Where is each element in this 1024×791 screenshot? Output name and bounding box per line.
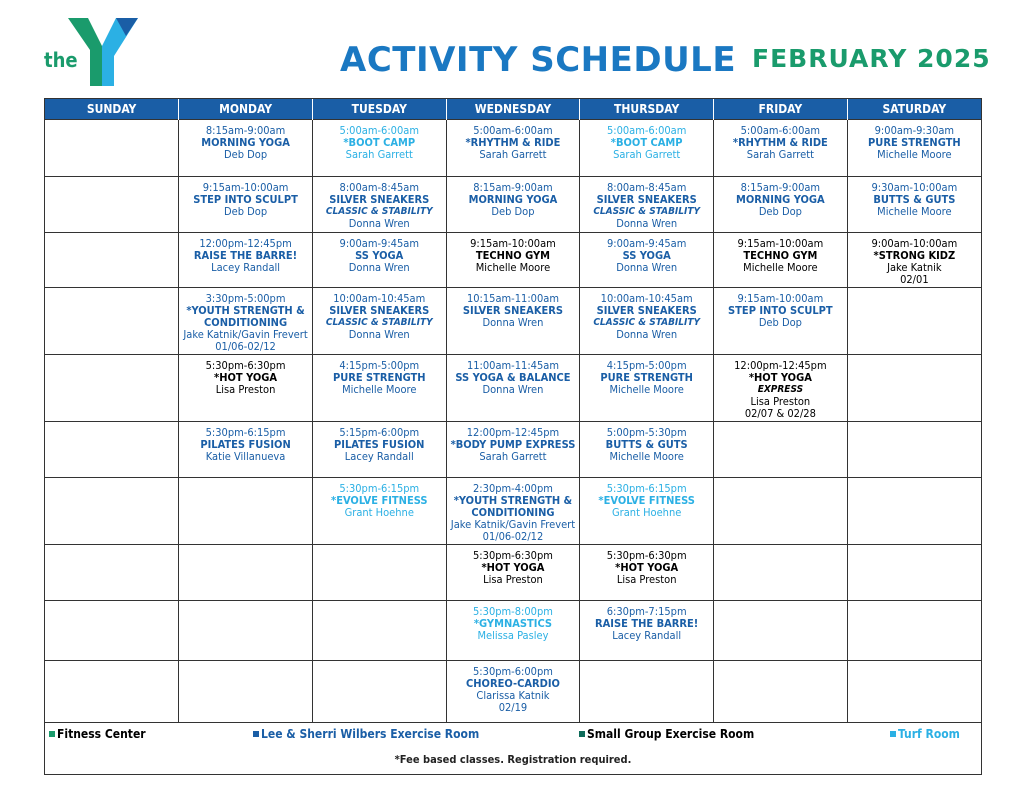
class-instructor: Lisa Preston — [616, 573, 677, 586]
class-instructor: Michelle Moore — [609, 383, 684, 396]
class-name: STEP INTO SCULPT — [193, 193, 298, 206]
class-time: 8:15am-9:00am — [740, 181, 821, 194]
class-subtitle: CLASSIC & STABILITY — [593, 206, 700, 217]
schedule-cell-saturday — [847, 661, 981, 723]
schedule-cell-friday[interactable] — [714, 177, 848, 233]
class-time: 10:00am-10:45am — [333, 292, 426, 305]
schedule-cell-thursday[interactable] — [580, 355, 714, 422]
schedule-cell-tuesday[interactable] — [312, 288, 446, 355]
schedule-cell-friday[interactable] — [714, 120, 848, 177]
schedule-cell-thursday — [580, 661, 714, 723]
schedule-cell-thursday[interactable] — [580, 478, 714, 545]
class-time: 11:00am-11:45am — [466, 359, 559, 372]
class-instructor: Michelle Moore — [342, 383, 417, 396]
class-time: 10:00am-10:45am — [600, 292, 693, 305]
class-time: 9:00am-9:30am — [874, 124, 955, 137]
schedule-cell-sunday — [45, 233, 179, 288]
schedule-cell-tuesday[interactable] — [312, 478, 446, 545]
legend-item — [579, 727, 754, 741]
class-time: 5:30pm-6:30pm — [205, 359, 286, 372]
schedule-cell-tuesday — [312, 545, 446, 601]
class-name: CHOREO-CARDIO — [466, 677, 560, 690]
class-instructor: Sarah Garrett — [479, 148, 547, 161]
day-header-row — [45, 99, 981, 120]
class-time: 5:30pm-6:15pm — [606, 482, 687, 495]
legend-item — [49, 727, 146, 741]
schedule-cell-sunday — [45, 177, 179, 233]
schedule-cell-friday — [714, 422, 848, 478]
schedule-row — [45, 120, 981, 177]
schedule-cell-friday — [714, 601, 848, 661]
schedule-cell-sunday — [45, 661, 179, 723]
class-name: SILVER SNEAKERS — [462, 304, 564, 317]
schedule-cell-thursday[interactable] — [580, 177, 714, 233]
schedule-cell-monday — [179, 661, 313, 723]
schedule-cell-wednesday[interactable] — [446, 422, 580, 478]
class-instructor: Donna Wren — [616, 217, 678, 230]
day-header-thursday: THURSDAY — [580, 99, 714, 120]
schedule-cell-saturday — [847, 355, 981, 422]
class-time: 9:30am-10:00am — [871, 181, 958, 194]
class-instructor: Donna Wren — [348, 261, 410, 274]
class-dates: 01/06-02/12 — [482, 530, 544, 543]
day-header-saturday: SATURDAY — [847, 99, 981, 120]
schedule-row — [45, 355, 981, 422]
schedule-cell-wednesday[interactable] — [446, 478, 580, 545]
fee-footnote: *Fee based classes. Registration required. — [394, 753, 632, 766]
class-time: 5:00am-6:00am — [473, 124, 553, 137]
class-instructor: Deb Dop — [758, 205, 802, 218]
class-name: TECHNO GYM — [475, 249, 550, 262]
class-instructor: Melissa Pasley — [477, 629, 549, 642]
class-instructor: Jake Katnik/Gavin Frevert — [183, 328, 308, 341]
class-time: 9:00am-10:00am — [871, 237, 958, 250]
class-dates: 02/01 — [900, 273, 929, 286]
day-header-friday: FRIDAY — [714, 99, 848, 120]
class-time: 8:15am-9:00am — [205, 124, 286, 137]
class-instructor: Michelle Moore — [877, 148, 952, 161]
class-name: *STRONG KIDZ — [873, 249, 956, 262]
class-time: 2:30pm-4:00pm — [473, 482, 553, 495]
class-name: SS YOGA — [355, 249, 404, 262]
class-name: STEP INTO SCULPT — [728, 304, 833, 317]
schedule-row — [45, 601, 981, 661]
class-name: TECHNO GYM — [743, 249, 818, 262]
schedule-cell-sunday — [45, 545, 179, 601]
class-name: SILVER SNEAKERS — [596, 193, 697, 206]
class-name: *HOT YOGA — [214, 371, 278, 384]
class-instructor: Lacey Randall — [612, 629, 682, 642]
class-instructor: Clarissa Katnik — [476, 689, 550, 702]
schedule-cell-tuesday — [312, 661, 446, 723]
schedule-cell-tuesday[interactable] — [312, 120, 446, 177]
schedule-cell-sunday — [45, 355, 179, 422]
schedule-cell-tuesday[interactable] — [312, 233, 446, 288]
class-time: 8:15am-9:00am — [473, 181, 553, 194]
class-name: MORNING YOGA — [736, 193, 825, 206]
class-time: 9:15am-10:00am — [737, 292, 824, 305]
class-instructor: Donna Wren — [616, 328, 678, 341]
class-name: RAISE THE BARRE! — [193, 249, 298, 262]
class-name: PILATES FUSION — [334, 438, 425, 451]
class-name: *BOOT CAMP — [610, 136, 683, 149]
class-instructor: Grant Hoehne — [344, 506, 414, 519]
legend-swatch-icon — [890, 731, 896, 737]
legend-label: Fitness Center — [57, 727, 146, 741]
schedule-cell-sunday — [45, 478, 179, 545]
schedule-cell-monday[interactable] — [179, 233, 313, 288]
class-time: 5:30pm-8:00pm — [473, 605, 553, 618]
class-name: SS YOGA & BALANCE — [455, 371, 571, 384]
schedule-cell-saturday — [847, 422, 981, 478]
legend-swatch-icon — [49, 731, 55, 737]
class-name: *BOOT CAMP — [343, 136, 416, 149]
schedule-cell-sunday — [45, 422, 179, 478]
schedule-cell-saturday — [847, 545, 981, 601]
class-instructor: Donna Wren — [482, 383, 544, 396]
class-name: SS YOGA — [622, 249, 671, 262]
class-instructor: Jake Katnik/Gavin Frevert — [450, 518, 576, 531]
schedule-cell-thursday[interactable] — [580, 120, 714, 177]
schedule-cell-saturday — [847, 478, 981, 545]
class-time: 9:00am-9:45am — [339, 237, 419, 250]
class-instructor: Lacey Randall — [344, 450, 414, 463]
class-name: *RHYTHM & RIDE — [732, 136, 828, 149]
schedule-cell-saturday[interactable] — [847, 177, 981, 233]
class-name: *YOUTH STRENGTH & CONDITIONING — [186, 304, 305, 329]
class-time: 6:30pm-7:15pm — [606, 605, 687, 618]
schedule-row — [45, 661, 981, 723]
class-name: PURE STRENGTH — [332, 371, 426, 384]
class-instructor: Sarah Garrett — [746, 148, 814, 161]
schedule-row — [45, 478, 981, 545]
schedule-cell-monday[interactable] — [179, 422, 313, 478]
ymca-logo — [40, 16, 140, 88]
class-time: 4:15pm-5:00pm — [606, 359, 687, 372]
day-header-sunday: SUNDAY — [45, 99, 179, 120]
class-dates: 01/06-02/12 — [215, 340, 276, 353]
logo-sub: YMCA — [114, 57, 129, 79]
day-header-monday: MONDAY — [179, 99, 313, 120]
schedule-cell-wednesday[interactable] — [446, 661, 580, 723]
schedule-cell-thursday[interactable] — [580, 233, 714, 288]
schedule-cell-monday[interactable] — [179, 177, 313, 233]
class-time: 12:00pm-12:45pm — [199, 237, 292, 250]
class-name: MORNING YOGA — [468, 193, 558, 206]
class-time: 4:15pm-5:00pm — [339, 359, 420, 372]
schedule-cell-tuesday[interactable] — [312, 177, 446, 233]
schedule-cell-thursday[interactable] — [580, 422, 714, 478]
schedule-cell-friday[interactable] — [714, 288, 848, 355]
class-instructor: Grant Hoehne — [612, 506, 682, 519]
schedule-row — [45, 545, 981, 601]
class-time: 9:15am-10:00am — [737, 237, 824, 250]
class-name: *BODY PUMP EXPRESS — [450, 438, 576, 451]
class-time: 12:00pm-12:45pm — [734, 359, 827, 372]
schedule-cell-monday — [179, 545, 313, 601]
schedule-month: FEBRUARY 2025 — [752, 44, 991, 73]
class-time: 5:30pm-6:30pm — [473, 549, 553, 562]
class-name: *HOT YOGA — [615, 561, 679, 574]
class-subtitle: CLASSIC & STABILITY — [325, 317, 433, 328]
class-subtitle: CLASSIC & STABILITY — [325, 206, 433, 217]
class-name: *EVOLVE FITNESS — [598, 494, 695, 507]
class-name: RAISE THE BARRE! — [595, 617, 699, 630]
class-name: SILVER SNEAKERS — [329, 304, 430, 317]
legend-label: Lee & Sherri Wilbers Exercise Room — [261, 727, 480, 741]
schedule-cell-saturday — [847, 288, 981, 355]
class-time: 5:00am-6:00am — [339, 124, 419, 137]
schedule-grid — [44, 98, 982, 775]
schedule-cell-wednesday[interactable] — [446, 233, 580, 288]
class-time: 5:30pm-6:15pm — [205, 426, 286, 439]
schedule-cell-monday[interactable] — [179, 120, 313, 177]
schedule-body — [45, 120, 981, 723]
schedule-cell-friday — [714, 478, 848, 545]
schedule-cell-wednesday[interactable] — [446, 177, 580, 233]
class-instructor: Lisa Preston — [750, 395, 811, 408]
schedule-cell-saturday[interactable] — [847, 233, 981, 288]
schedule-cell-friday[interactable] — [714, 233, 848, 288]
class-instructor: Katie Villanueva — [205, 450, 286, 463]
schedule-cell-wednesday[interactable] — [446, 288, 580, 355]
class-name: PURE STRENGTH — [868, 136, 961, 149]
class-name: *GYMNASTICS — [473, 617, 553, 630]
class-time: 9:15am-10:00am — [202, 181, 289, 194]
schedule-cell-thursday[interactable] — [580, 545, 714, 601]
legend-label: Turf Room — [898, 727, 960, 741]
class-name: MORNING YOGA — [201, 136, 290, 149]
legend-swatch-icon — [579, 731, 585, 737]
class-instructor: Donna Wren — [348, 217, 410, 230]
class-name: *YOUTH STRENGTH & CONDITIONING — [453, 494, 573, 519]
legend-item — [890, 727, 960, 741]
schedule-cell-sunday — [45, 120, 179, 177]
schedule-cell-thursday[interactable] — [580, 288, 714, 355]
schedule-cell-wednesday[interactable] — [446, 355, 580, 422]
class-instructor: Donna Wren — [482, 316, 544, 329]
class-name: PILATES FUSION — [200, 438, 291, 451]
class-instructor: Deb Dop — [224, 205, 268, 218]
class-name: *HOT YOGA — [481, 561, 545, 574]
schedule-cell-sunday — [45, 601, 179, 661]
class-instructor: Michelle Moore — [743, 261, 818, 274]
schedule-cell-monday[interactable] — [179, 355, 313, 422]
day-header-tuesday: TUESDAY — [312, 99, 446, 120]
class-time: 3:30pm-5:00pm — [205, 292, 286, 305]
schedule-cell-wednesday[interactable] — [446, 601, 580, 661]
class-instructor: Lisa Preston — [215, 383, 276, 396]
class-time: 9:15am-10:00am — [470, 237, 556, 250]
schedule-cell-wednesday[interactable] — [446, 545, 580, 601]
class-instructor: Michelle Moore — [475, 261, 551, 274]
schedule-cell-friday[interactable] — [714, 355, 848, 422]
class-instructor: Lacey Randall — [211, 261, 281, 274]
schedule-cell-sunday — [45, 288, 179, 355]
schedule-row — [45, 422, 981, 478]
class-name: *EVOLVE FITNESS — [331, 494, 428, 507]
class-time: 9:00am-9:45am — [606, 237, 687, 250]
class-name: BUTTS & GUTS — [873, 193, 956, 206]
class-time: 12:00pm-12:45pm — [466, 426, 560, 439]
class-time: 8:00am-8:45am — [606, 181, 687, 194]
schedule-cell-saturday[interactable] — [847, 120, 981, 177]
class-instructor: Lisa Preston — [483, 573, 543, 586]
class-instructor: Michelle Moore — [877, 205, 952, 218]
schedule-row — [45, 177, 981, 233]
class-time: 5:30pm-6:00pm — [473, 665, 553, 678]
class-instructor: Michelle Moore — [609, 450, 684, 463]
class-instructor: Donna Wren — [348, 328, 410, 341]
class-name: SILVER SNEAKERS — [329, 193, 430, 206]
schedule-cell-saturday — [847, 601, 981, 661]
class-time: 8:00am-8:45am — [339, 181, 419, 194]
class-instructor: Sarah Garrett — [613, 148, 681, 161]
schedule-cell-monday[interactable] — [179, 288, 313, 355]
schedule-row — [45, 288, 981, 355]
class-time: 5:00am-6:00am — [740, 124, 821, 137]
day-header-wednesday: WEDNESDAY — [446, 99, 580, 120]
schedule-cell-tuesday[interactable] — [312, 422, 446, 478]
class-name: BUTTS & GUTS — [605, 438, 688, 451]
class-dates: 02/19 — [498, 701, 528, 714]
schedule-cell-friday — [714, 661, 848, 723]
class-instructor: Deb Dop — [491, 205, 535, 218]
schedule-cell-monday — [179, 601, 313, 661]
class-subtitle: CLASSIC & STABILITY — [593, 317, 700, 328]
schedule-cell-wednesday[interactable] — [446, 120, 580, 177]
class-instructor: Sarah Garrett — [479, 450, 547, 463]
class-dates: 02/07 & 02/28 — [744, 407, 816, 420]
logo-text: the — [44, 48, 78, 72]
schedule-cell-friday — [714, 545, 848, 601]
class-instructor: Sarah Garrett — [345, 148, 413, 161]
room-legend — [45, 723, 981, 743]
class-name: *HOT YOGA — [748, 371, 812, 384]
class-time: 10:15am-11:00am — [466, 292, 559, 305]
class-time: 5:15pm-6:00pm — [339, 426, 420, 439]
schedule-cell-tuesday[interactable] — [312, 355, 446, 422]
schedule-table — [45, 99, 981, 723]
legend-label: Small Group Exercise Room — [587, 727, 755, 741]
schedule-cell-thursday[interactable] — [580, 601, 714, 661]
class-subtitle: EXPRESS — [757, 384, 804, 395]
legend-item — [253, 727, 479, 741]
page-title: ACTIVITY SCHEDULE — [340, 40, 737, 80]
class-time: 5:00pm-5:30pm — [606, 426, 687, 439]
class-name: SILVER SNEAKERS — [596, 304, 697, 317]
legend-swatch-icon — [253, 731, 259, 737]
schedule-row — [45, 233, 981, 288]
class-instructor: Deb Dop — [758, 316, 802, 329]
class-name: *RHYTHM & RIDE — [465, 136, 561, 149]
class-instructor: Donna Wren — [616, 261, 678, 274]
class-instructor: Jake Katnik — [887, 261, 942, 274]
class-instructor: Deb Dop — [224, 148, 268, 161]
schedule-cell-monday — [179, 478, 313, 545]
class-time: 5:30pm-6:30pm — [606, 549, 687, 562]
schedule-cell-tuesday — [312, 601, 446, 661]
class-time: 5:30pm-6:15pm — [339, 482, 420, 495]
class-time: 5:00am-6:00am — [606, 124, 687, 137]
class-name: PURE STRENGTH — [600, 371, 693, 384]
ymca-y-icon — [68, 16, 140, 88]
